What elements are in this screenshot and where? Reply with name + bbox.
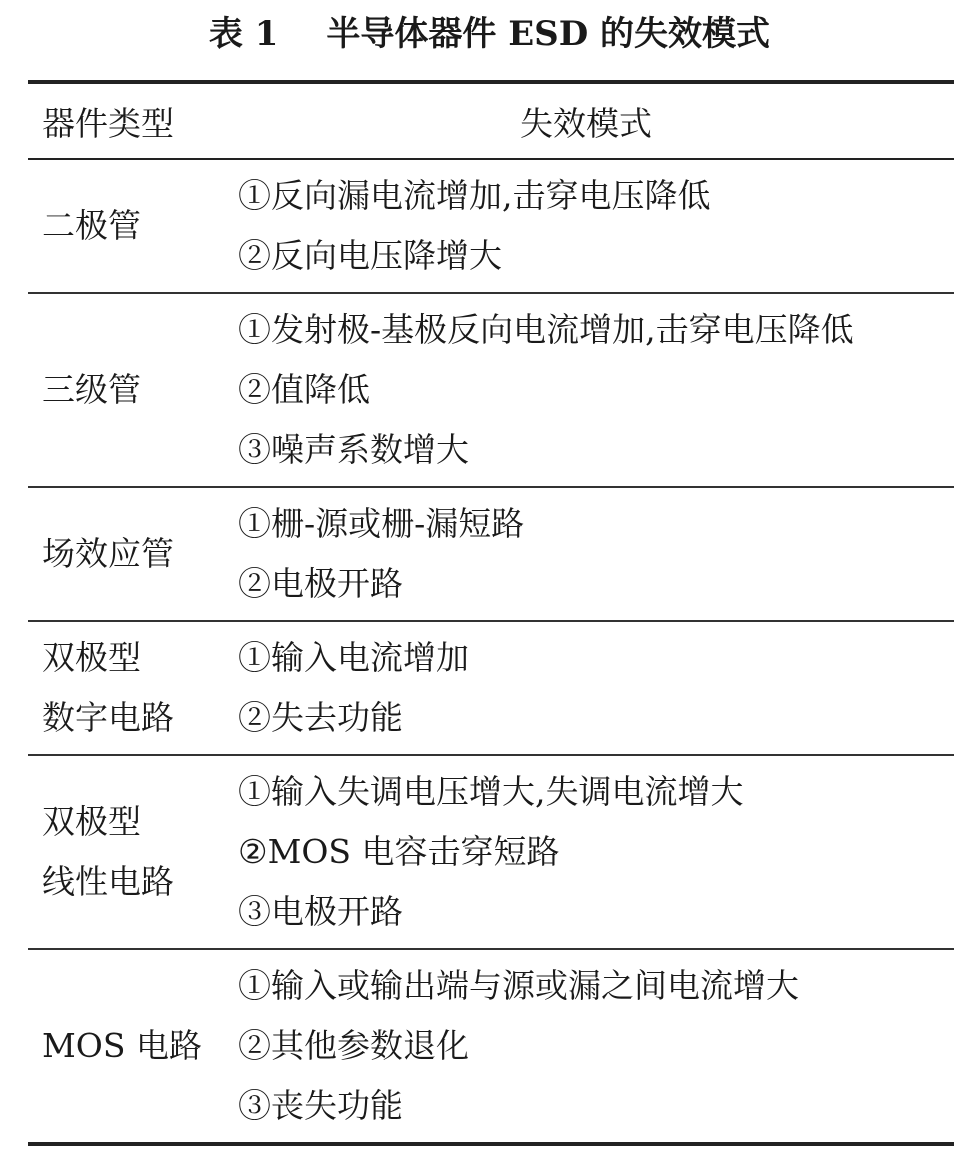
failure-modes-cell — [218, 755, 954, 949]
device-type-text: 双极型 — [42, 802, 141, 841]
failure-mode-item: ①输入失调电压增大,失调电流增大 — [238, 772, 744, 811]
table-row — [28, 755, 954, 949]
table-header-row — [28, 82, 954, 159]
table-caption — [0, 10, 979, 58]
failure-mode-item: ②其他参数退化 — [238, 1026, 469, 1065]
table-row — [28, 949, 954, 1144]
device-type-cell — [28, 293, 218, 487]
table-container — [28, 80, 954, 1146]
failure-mode-item: ③丧失功能 — [238, 1086, 403, 1125]
device-type-cell — [28, 159, 218, 293]
failure-mode-item: ②MOS 电容击穿短路 — [238, 832, 560, 871]
device-type-text: 双极型 — [42, 638, 141, 677]
failure-mode-item: ①输入电流增加 — [238, 638, 469, 677]
failure-mode-item: ②值降低 — [238, 370, 370, 409]
failure-mode-item: ②反向电压降增大 — [238, 236, 502, 275]
failure-modes-cell — [218, 949, 954, 1144]
device-type-cell — [28, 949, 218, 1144]
failure-mode-item: ②电极开路 — [238, 564, 403, 603]
device-type-text: 三级管 — [42, 370, 141, 409]
device-type-cell — [28, 621, 218, 755]
failure-mode-item: ①输入或输出端与源或漏之间电流增大 — [238, 966, 799, 1005]
table-row — [28, 487, 954, 621]
table-row — [28, 621, 954, 755]
device-type-text: 线性电路 — [42, 862, 174, 901]
device-type-cell — [28, 755, 218, 949]
failure-mode-table — [28, 80, 954, 1146]
table-row — [28, 159, 954, 293]
failure-modes-cell — [218, 159, 954, 293]
table-row — [28, 293, 954, 487]
device-type-text: MOS 电路 — [42, 1026, 202, 1065]
failure-modes-cell — [218, 293, 954, 487]
failure-mode-item: ①栅-源或栅-漏短路 — [238, 504, 525, 543]
failure-modes-cell — [218, 487, 954, 621]
header-device-type: 器件类型 — [28, 82, 218, 159]
failure-mode-item: ①反向漏电流增加,击穿电压降低 — [238, 176, 711, 215]
device-type-text: 二极管 — [42, 206, 141, 245]
device-type-text: 数字电路 — [42, 698, 174, 737]
failure-modes-cell — [218, 621, 954, 755]
failure-mode-item: ③电极开路 — [238, 892, 403, 931]
header-failure-mode: 失效模式 — [218, 82, 954, 159]
device-type-text: 场效应管 — [42, 534, 174, 573]
failure-mode-item: ③噪声系数增大 — [238, 430, 469, 469]
device-type-cell — [28, 487, 218, 621]
table-title: 半导体器件 ESD 的失效模式 — [326, 14, 771, 54]
failure-mode-item: ①发射极-基极反向电流增加,击穿电压降低 — [238, 310, 854, 349]
failure-mode-item: ②失去功能 — [238, 698, 403, 737]
table-number: 表 1 — [208, 14, 279, 54]
